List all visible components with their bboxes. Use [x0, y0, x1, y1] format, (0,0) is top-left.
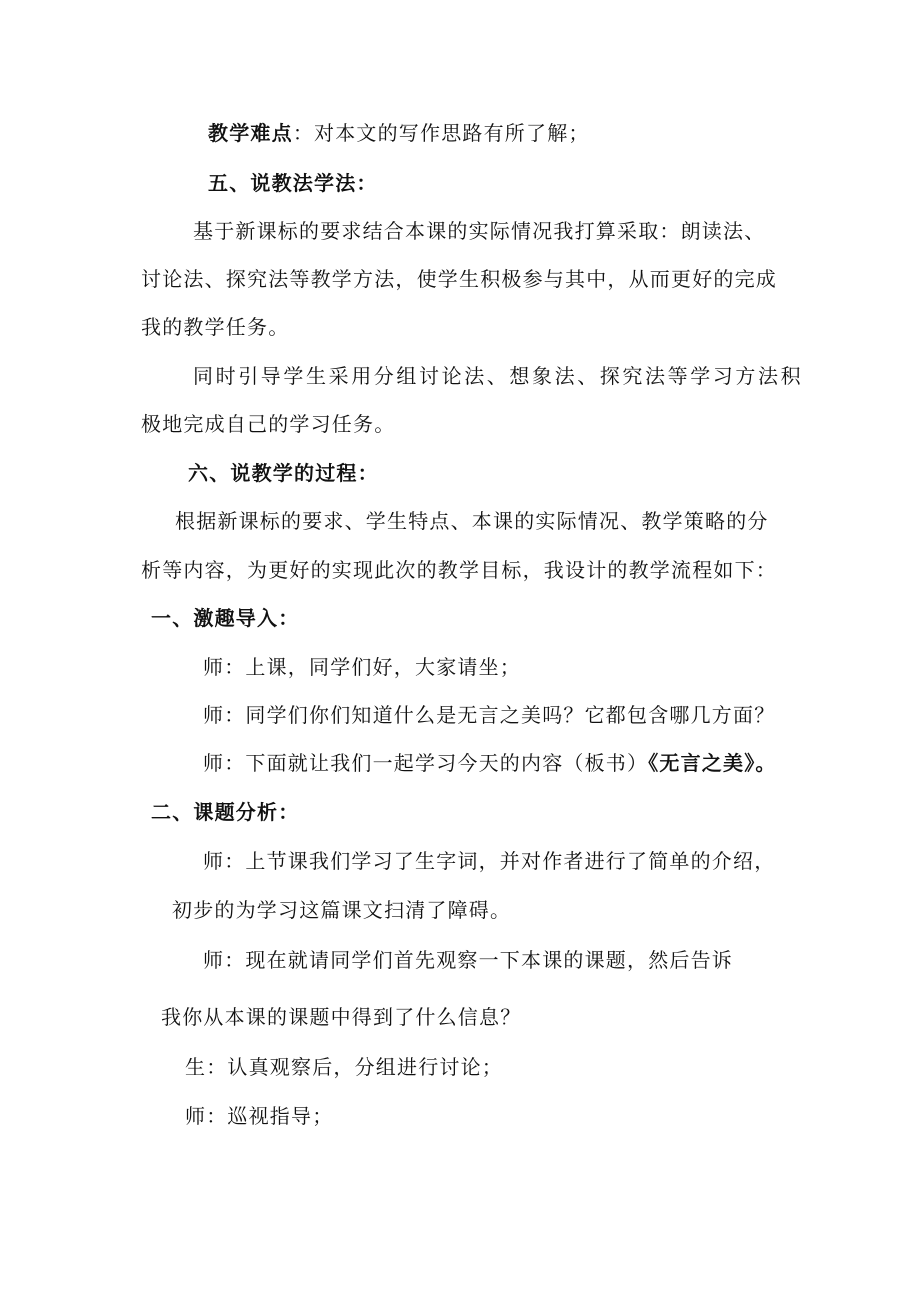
part-1-line-1: 师：上课，同学们好，大家请坐；	[203, 655, 521, 679]
lesson-title: 《无言之美》。	[648, 751, 777, 775]
section-5-paragraph-1-line-3: 我的教学任务。	[141, 315, 290, 339]
teaching-difficulty-label: 教学难点	[208, 121, 293, 145]
part-1-line-3	[203, 749, 777, 777]
part-2-line-4: 我你从本课的课题中得到了什么信息？	[161, 1005, 522, 1029]
part-2-line-1: 师：上节课我们学习了生字词，并对作者进行了简单的介绍，	[203, 849, 776, 873]
section-6-heading: 六、说教学的过程：	[188, 461, 379, 485]
section-6-paragraph-line-1: 根据新课标的要求、学生特点、本课的实际情况、教学策略的分	[175, 509, 769, 533]
teaching-difficulty-text: ：对本文的写作思路有所了解；	[292, 121, 590, 145]
part-2-line-3: 师：现在就请同学们首先观察一下本课的课题，然后告诉	[203, 948, 733, 972]
section-6-paragraph-line-2: 析等内容，为更好的实现此次的教学目标，我设计的教学流程如下：	[141, 558, 777, 582]
part-2-line-6: 师：巡视指导；	[185, 1104, 334, 1128]
part-2-line-5: 生：认真观察后，分组进行讨论；	[185, 1055, 503, 1079]
section-5-paragraph-2-line-2: 极地完成自己的学习任务。	[141, 412, 396, 436]
part-1-line-2: 师：同学们你们知道什么是无言之美吗？它都包含哪几方面？	[203, 703, 776, 727]
part-2-line-2: 初步的为学习这篇课文扫清了障碍。	[172, 898, 512, 922]
part-2-heading: 二、课题分析：	[151, 800, 300, 824]
part-1-heading: 一、激趣导入：	[151, 606, 300, 630]
section-5-heading: 五、说教法学法：	[208, 171, 378, 195]
section-5-paragraph-1-line-2: 讨论法、探究法等教学方法，使学生积极参与其中，从而更好的完成	[141, 267, 777, 291]
section-5-paragraph-1-line-1: 基于新课标的要求结合本课的实际情况我打算采取：朗读法、	[193, 219, 766, 243]
section-5-paragraph-2-line-1: 同时引导学生采用分组讨论法、想象法、探究法等学习方法积	[193, 364, 804, 388]
part-1-line-3-text: 师：下面就让我们一起学习今天的内容（板书）	[203, 751, 649, 775]
teaching-difficulty-line	[208, 119, 590, 147]
